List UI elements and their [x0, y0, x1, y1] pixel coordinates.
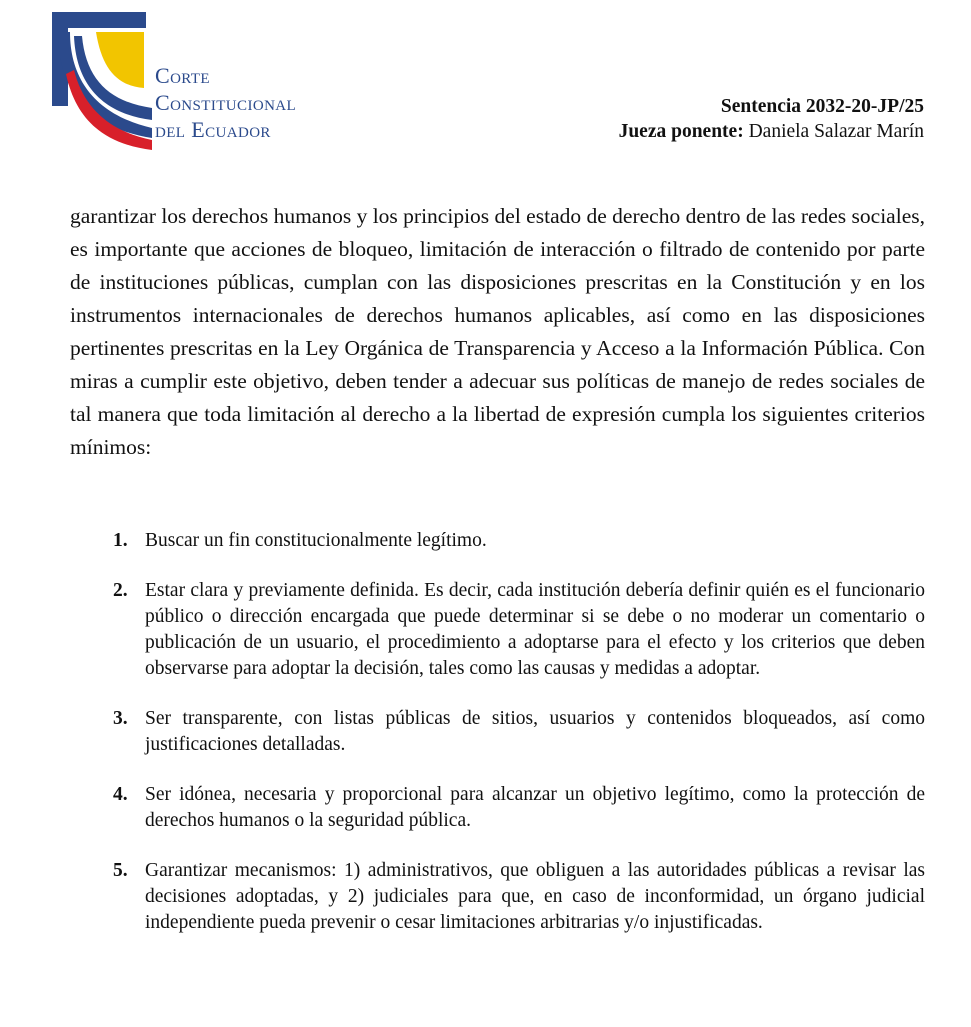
criteria-item — [70, 858, 925, 936]
criteria-text: Ser transparente, con listas públicas de sitios, usuarios y contenidos bloqueados, así como justificaciones detalladas. — [145, 708, 925, 755]
criteria-number: 5. — [113, 860, 128, 881]
sentencia-number: Sentencia 2032-20-JP/25 — [720, 96, 924, 117]
criteria-item — [70, 706, 925, 758]
jueza-label: Jueza ponente: — [618, 121, 744, 142]
court-name — [155, 62, 296, 143]
jueza-name: Daniela Salazar Marín — [748, 121, 924, 142]
criteria-item — [70, 578, 925, 682]
logo-line-2: Constitucional — [155, 90, 297, 115]
logo-line-1: Corte — [155, 63, 210, 88]
criteria-text: Buscar un fin constitucionalmente legítimo. — [145, 530, 487, 551]
court-emblem-icon — [48, 10, 158, 160]
criteria-list — [70, 528, 925, 960]
criteria-number: 3. — [113, 708, 128, 729]
criteria-text: Ser idónea, necesaria y proporcional para alcanzar un objetivo legítimo, como la protección de derechos humanos o la seguridad pública. — [145, 784, 925, 831]
main-paragraph: garantizar los derechos humanos y los principios del estado de derecho dentro de las redes sociales, es importante que acciones de bloqueo, limitación de interacción o filtrado de contenido por parte de instituciones públicas, cumplan con las disposiciones prescritas en la Constitución y en los instrumentos internacionales de derechos humanos aplicables, así como en las disposiciones pertinentes prescritas en la Ley Orgánica de Transparencia y Acceso a la Información Pública. Con miras a cumplir este objetivo, deben tender a adecuar sus políticas de manejo de redes sociales de tal manera que toda limitación al derecho a la libertad de expresión cumpla los siguientes criterios mínimos: — [70, 204, 925, 459]
criteria-text: Garantizar mecanismos: 1) administrativos, que obliguen a las autoridades públicas a revisar las decisiones adoptadas, y 2) judiciales para que, en caso de inconformidad, un órgano judicial independiente pueda prevenir o cesar limitaciones arbitrarias y/o injustificadas. — [145, 860, 925, 933]
court-logo — [48, 10, 393, 160]
case-header — [619, 94, 924, 144]
criteria-number: 2. — [113, 580, 128, 601]
logo-line-3: del Ecuador — [155, 117, 271, 142]
criteria-text: Estar clara y previamente definida. Es decir, cada institución debería definir quién es el funcionario público o dirección encargada que puede determinar si se debe o no moderar un comentario o publicación de un usuario, el procedimiento a adoptarse para el efecto y los criterios que deben observarse para adoptar la decisión, tales como las causas y medidas a adoptar. — [145, 580, 925, 679]
criteria-number: 4. — [113, 784, 128, 805]
criteria-number: 1. — [113, 530, 128, 551]
criteria-item — [70, 528, 925, 554]
criteria-item — [70, 782, 925, 834]
